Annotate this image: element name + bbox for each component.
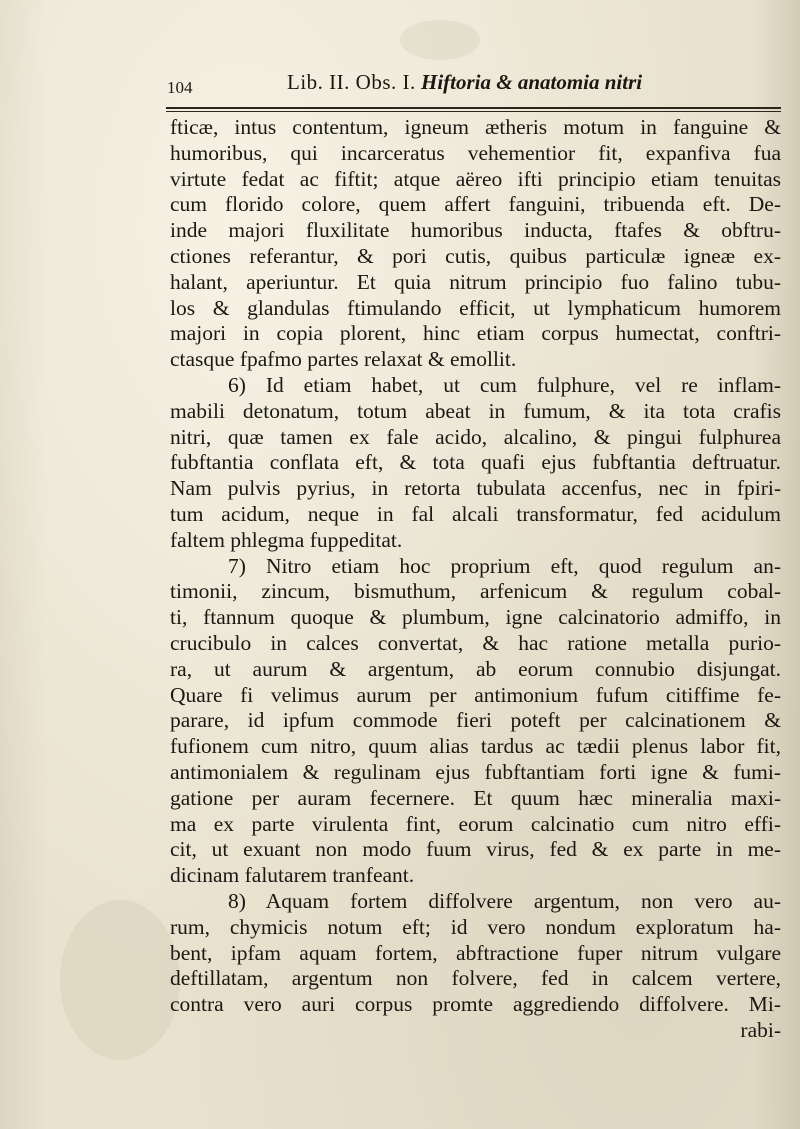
text-line: fticæ, intus contentum, igneum ætheris motum in fanguine & [170, 115, 781, 139]
text-line: mabili detonatum, totum abeat in fumum, & ita tota crafis [170, 398, 781, 423]
text-line: fubftantia conflata eft, & tota quafi ejus fubftantia deftruatur. [170, 450, 781, 475]
text-line: antimonialem & regulinam ejus fubftantiam forti igne & fumi- [170, 759, 781, 784]
text-line: gatione per auram fecernere. Et quum hæc mineralia maxi- [170, 785, 781, 810]
text-line: bent, ipfam aquam fortem, abftractione fuper nitrum vulgare [170, 940, 781, 965]
catchword: rabi- [740, 1017, 781, 1042]
paragraph-6-start: 6) Id etiam habet, ut cum fulphure, vel re inflam- [228, 372, 781, 397]
page-number: 104 [167, 78, 193, 97]
text-line: cit, ut exuant non modo fuum virus, fed & ex parte in me- [170, 837, 781, 862]
running-head [287, 64, 642, 100]
text-line: halant, aperiuntur. Et quia nitrum principio fuo falino tubu- [170, 269, 781, 294]
body-text [170, 115, 781, 1044]
text-line: majori in copia plorent, hinc etiam corpus humectat, conftri- [170, 321, 781, 346]
page-header [167, 64, 782, 100]
text-line: deftillatam, argentum non folvere, fed in calcem vertere, [170, 966, 781, 991]
running-head-section: Lib. II. Obs. I. [287, 70, 416, 94]
text-line: rum, chymicis notum eft; id vero nondum exploratum ha- [170, 914, 781, 939]
text-line: fufionem cum nitro, quum alias tardus ac tædii plenus labor fit, [170, 734, 781, 759]
text-line: ctiones referantur, & pori cutis, quibus particulæ igneæ ex- [170, 243, 781, 268]
paper-stain [400, 20, 480, 60]
text-line: inde majori fluxilitate humoribus inducta, ftafes & obftru- [170, 218, 781, 243]
text-line: Quare fi velimus aurum per antimonium fufum citiffime fe- [170, 682, 781, 707]
header-rule [166, 107, 781, 109]
running-head-title: Hiftoria & anatomia nitri [420, 70, 643, 94]
text-line: contra vero auri corpus promte aggrediendo diffolvere. Mi- [170, 992, 781, 1017]
text-line: Nam pulvis pyrius, in retorta tubulata accenfus, nec in fpiri- [170, 476, 781, 501]
text-line: tum acidum, neque in fal alcali transformatur, fed acidulum [170, 501, 781, 526]
text-line: dicinam falutarem tranfeant. [170, 863, 415, 888]
text-line: ctasque fpafmo partes relaxat & emollit. [170, 347, 517, 372]
text-line: nitri, quæ tamen ex fale acido, alcalino, & pingui fulphurea [170, 424, 781, 449]
header-rule-thin [166, 111, 781, 112]
text-line: cum florido colore, quem affert fanguini, tribuenda eft. De- [170, 192, 781, 217]
text-line: timonii, zincum, bismuthum, arfenicum & regulum cobal- [170, 579, 781, 604]
paragraph-7-start: 7) Nitro etiam hoc proprium eft, quod regulum an- [228, 553, 781, 578]
text-line: ti, ftannum quoque & plumbum, igne calcinatorio admiffo, in [170, 605, 781, 630]
text-line: los & glandulas ftimulando efficit, ut lymphaticum humorem [170, 295, 781, 320]
paragraph-8-start: 8) Aquam fortem diffolvere argentum, non vero au- [228, 888, 781, 913]
text-line: humoribus, qui incarceratus vehementior fit, expanfiva fua [170, 140, 781, 165]
text-line: faltem phlegma fuppeditat. [170, 527, 403, 552]
paper-stain [60, 900, 180, 1060]
text-line: ra, ut aurum & argentum, ab eorum connubio disjungat. [170, 656, 781, 681]
text-line: parare, id ipfum commode fieri poteft per calcinationem & [170, 708, 781, 733]
text-line: ma ex parte virulenta fint, eorum calcinatio cum nitro effi- [170, 811, 781, 836]
text-line: virtute fedat ac fiftit; atque aëreo ifti principio etiam tenuitas [170, 166, 781, 191]
text-line: crucibulo in calces convertat, & hac ratione metalla purio- [170, 630, 781, 655]
